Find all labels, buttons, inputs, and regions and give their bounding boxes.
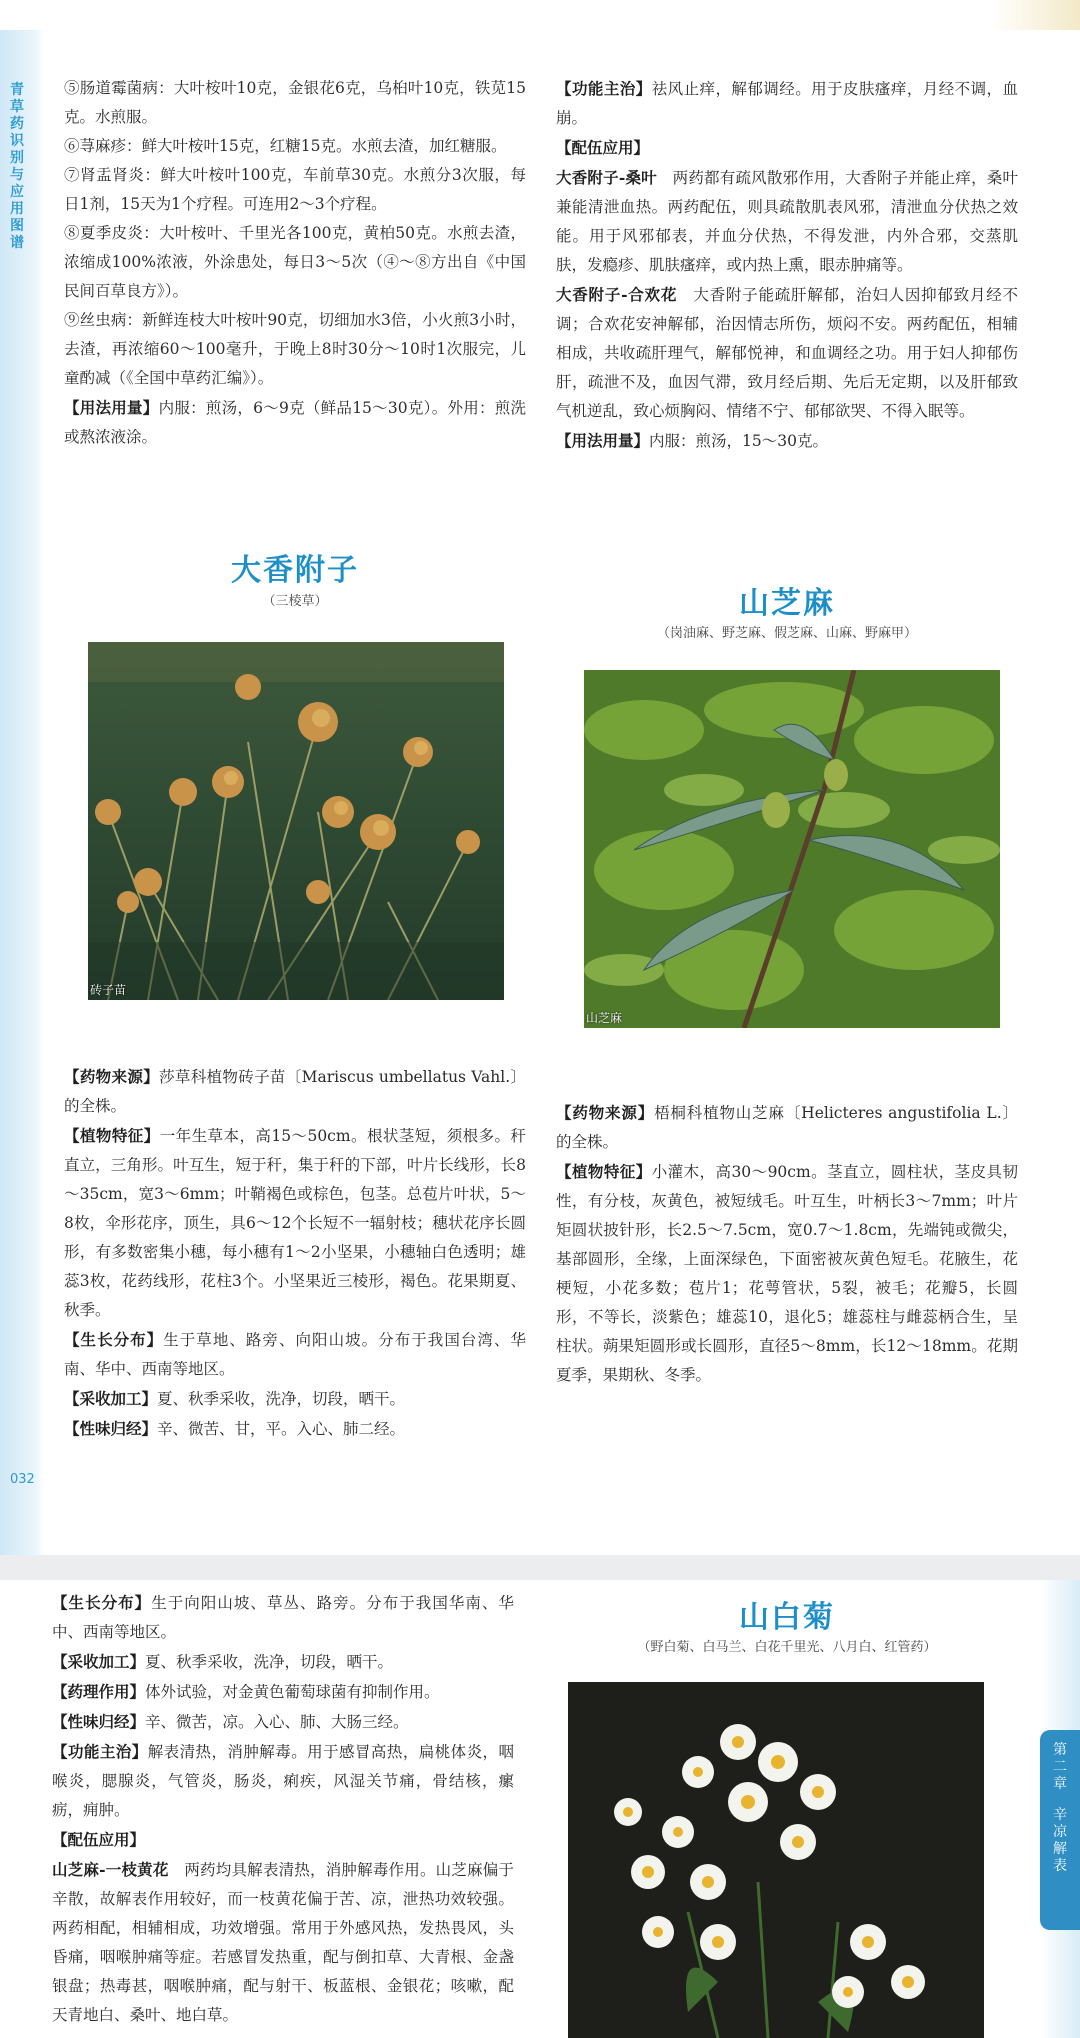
paragraph-text: 莎草科植物砖子苗〔Mariscus umbellatus Vahl.〕的全株。 (64, 1068, 526, 1115)
section-heading: 【用法用量】 (64, 398, 159, 417)
book-page-032 (0, 30, 1080, 1555)
paragraph (556, 1098, 1018, 1157)
photo-caption: 山芝麻 (586, 1011, 623, 1025)
paragraph (52, 1855, 514, 2030)
paragraph-text: 大香附子能疏肝解郁，治妇人因抑郁致月经不调；合欢花安神解郁，治因情志所伤，烦闷不安。两药配伍，相辅相成，共收疏肝理气，解郁悦神，和血调经之功。用于妇人抑郁伤肝，疏泄不及，血因气滞，致月经后期、先后无定期，以及肝郁致气机逆乱，致心烦胸闷、情绪不宁、郁郁欲哭、不得入眠等。 (556, 286, 1018, 420)
paragraph-text: 祛风止痒，解郁调经。用于皮肤瘙痒，月经不调，血崩。 (556, 80, 1018, 127)
book-side-title: 青草药识别与应用图谱 (10, 82, 24, 251)
paragraph-text: 小灌木，高30～90cm。茎直立，圆柱状，茎皮具韧性，有分枝，灰黄色，被短绒毛。叶互生，叶柄长3～7mm；叶片矩圆状披针形，长2.5～7.5cm，宽0.7～1.8cm，先端钝或微尖，基部圆形，全缘，上面深绿色，下面密被灰黄色短毛。花腋生，花梗短，小花多数；苞片1；花萼管状，5裂，被毛；花瓣5，长圆形，不等长，淡紫色；雄蕊10，退化5；雄蕊柱与雌蕊柄合生，呈柱状。蒴果矩圆形或长圆形，直径5～8mm，长12～18mm。花期夏季，果期秋、冬季。 (556, 1163, 1018, 1384)
section-label: 辛凉解表 (1053, 1807, 1067, 1874)
pairing-heading: 大香附子-合欢花 (556, 285, 678, 304)
paragraph (556, 163, 1018, 280)
herb-photo (88, 642, 504, 1000)
paragraph (52, 1588, 514, 1647)
paragraph-text: 两药均具解表清热，消肿解毒作用。山芝麻偏于辛散，故解表作用较好，而一枝黄花偏于苦、凉，泄热功效较强。两药相配，相辅相成，功效增强。常用于外感风热，发热畏风，头昏痛，咽喉肿痛等症。若感冒发热重，配与倒扣草、大青根、金盏银盘；热毒甚，咽喉肿痛，配与射干、板蓝根、金银花；咳嗽，配天青地白、桑叶、地白草。 (52, 1861, 514, 2024)
section-heading: 【性味归经】 (64, 1419, 158, 1438)
sedge-plant-image (88, 642, 504, 1000)
paragraph-text: 一年生草本，高15～50cm。根状茎短，须根多。秆直立，三角形。叶互生，短于秆，集于秆的下部，叶片长线形，长8～35cm，宽3～6mm；叶鞘褐色或棕色，包茎。总苞片叶状，5～8枚，伞形花序，顶生，具6～12个长短不一辐射枝；穗状花序长圆形，有多数密集小穗，每小穗有1～2小坚果，小穗轴白色透明；雄蕊3枚，花药线形，花柱3个。小坚果近三棱形，褐色。花果期夏、秋季。 (64, 1127, 526, 1319)
herb-title: 大香附子 (231, 553, 359, 588)
paragraph-text: 内服：煎汤，15～30克。 (649, 432, 828, 450)
chapter-tab (1040, 1730, 1080, 1930)
paragraph: ⑧夏季皮炎：大叶桉叶、千里光各100克，黄柏50克。水煎去渣，浓缩成100%浓液，外涂患处，每日3～5次（④～⑧方出自《中国民间百草良方》）。 (64, 224, 526, 300)
herb-alias: （三棱草） (262, 594, 328, 609)
shrub-plant-image (584, 670, 1000, 1028)
side-band (0, 30, 44, 1555)
section-heading: 【配伍应用】 (556, 138, 650, 157)
paragraph (556, 1157, 1018, 1390)
paragraph-text: 夏、秋季采收，洗净，切段，晒干。 (157, 1390, 406, 1408)
section-heading: 【配伍应用】 (52, 1830, 146, 1849)
paragraph-text: 辛、微苦、甘，平。入心、肺二经。 (157, 1420, 406, 1438)
paragraph (52, 1737, 514, 1825)
paragraph (556, 74, 1018, 133)
section-heading: 【生长分布】 (64, 1330, 164, 1349)
paragraph (52, 1677, 514, 1707)
section-heading: 【生长分布】 (52, 1593, 152, 1612)
section-heading: 【植物特征】 (556, 1162, 652, 1181)
herb-photo (584, 670, 1000, 1028)
chapter-label: 第二章 (1053, 1742, 1067, 1792)
paragraph-text: 梧桐科植物山芝麻〔Helicteres angustifolia L.〕的全株。 (556, 1104, 1018, 1151)
section-heading: 【采收加工】 (64, 1389, 158, 1408)
paragraph (556, 426, 1018, 456)
herb-title: 山芝麻 (739, 586, 835, 621)
paragraph-text: 夏、秋季采收，洗净，切段，晒干。 (145, 1653, 394, 1671)
aster-flower-image (568, 1682, 984, 2038)
herb-alias: （岗油麻、野芝麻、假芝麻、山麻、野麻甲） (656, 626, 917, 641)
paragraph (52, 1647, 514, 1677)
section-heading: 【植物特征】 (64, 1126, 160, 1145)
herb2-text (556, 1098, 1018, 1390)
herb-title: 山白菊 (739, 1600, 835, 1635)
paragraph-text: 生于向阳山坡、草丛、路旁。分布于我国华南、华中、西南等地区。 (52, 1594, 514, 1641)
section-heading: 【采收加工】 (52, 1652, 146, 1671)
paragraph: ⑨丝虫病：新鲜连枝大叶桉叶90克，切细加水3倍，小火煎3小时，去渣，再浓缩60～100毫升，于晚上8时30分～10时1次服完，儿童酌减（《全国中草药汇编》）。 (64, 311, 526, 387)
herb-alias: （野白菊、白马兰、白花千里光、八月白、红管药） (637, 1640, 937, 1655)
page-number: 032 (10, 1472, 35, 1487)
pairing-heading: 大香附子-桑叶 (556, 168, 657, 187)
section-heading: 【药理作用】 (52, 1682, 146, 1701)
left-column-text (52, 1588, 514, 2030)
section-heading: 【药物来源】 (64, 1067, 160, 1086)
top-margin (0, 0, 1080, 30)
paragraph (64, 1325, 526, 1384)
paragraph-text: 体外试验，对金黄色葡萄球菌有抑制作用。 (145, 1683, 440, 1701)
paragraph-text: 两药都有疏风散邪作用，大香附子并能止痒，桑叶兼能清泄血热。两药配伍，则具疏散肌表风邪，清泄血分伏热之效能。用于风邪郁表，并血分伏热，不得发泄，内外合邪，交蒸肌肤，发瘾疹、肌肤瘙痒，或内热上熏，眼赤肿痛等。 (556, 169, 1018, 274)
paragraph (64, 1121, 526, 1325)
paragraph: ⑤肠道霉菌病：大叶桉叶10克，金银花6克，乌桕叶10克，铁苋15克。水煎服。 (64, 79, 526, 126)
paragraph: ⑥荨麻疹：鲜大叶桉叶15克，红糖15克。水煎去渣，加红糖服。 (64, 137, 507, 155)
paragraph (64, 1384, 526, 1414)
paragraph (64, 1062, 526, 1121)
book-page-033 (0, 1580, 1080, 2038)
paragraph-text: 生于草地、路旁、向阳山坡。分布于我国台湾、华南、华中、西南等地区。 (64, 1331, 526, 1378)
section-heading: 【功能主治】 (52, 1742, 148, 1761)
paragraph-text: 内服：煎汤，6～9克（鲜品15～30克）。外用：煎洗或熬浓液涂。 (64, 399, 526, 446)
paragraph-text: 解表清热，消肿解毒。用于感冒高热，扁桃体炎，咽喉炎，腮腺炎，气管炎，肠炎，痢疾，风湿关节痛，骨结核，瘰疬，痈肿。 (52, 1743, 514, 1819)
section-heading: 【功能主治】 (556, 79, 652, 98)
paragraph (64, 1414, 526, 1444)
paragraph (64, 393, 526, 452)
section-heading: 【性味归经】 (52, 1712, 146, 1731)
pairing-heading: 山芝麻-一枝黄花 (52, 1860, 169, 1879)
photo-caption: 砖子苗 (90, 983, 127, 997)
paragraph (52, 1825, 514, 1855)
right-column-text (556, 74, 1018, 456)
paragraph (556, 280, 1018, 426)
paragraph-text: 辛、微苦，凉。入心、肺、大肠三经。 (145, 1713, 409, 1731)
herb1-text (64, 1062, 526, 1444)
left-column-text (64, 74, 526, 452)
section-heading: 【药物来源】 (556, 1103, 655, 1122)
paragraph: ⑦肾盂肾炎：鲜大叶桉叶100克，车前草30克。水煎分3次服，每日1剂，15天为1个疗程。可连用2～3个疗程。 (64, 166, 526, 213)
herb-photo (568, 1682, 984, 2038)
paragraph (52, 1707, 514, 1737)
paragraph (556, 133, 1018, 163)
section-heading: 【用法用量】 (556, 431, 650, 450)
